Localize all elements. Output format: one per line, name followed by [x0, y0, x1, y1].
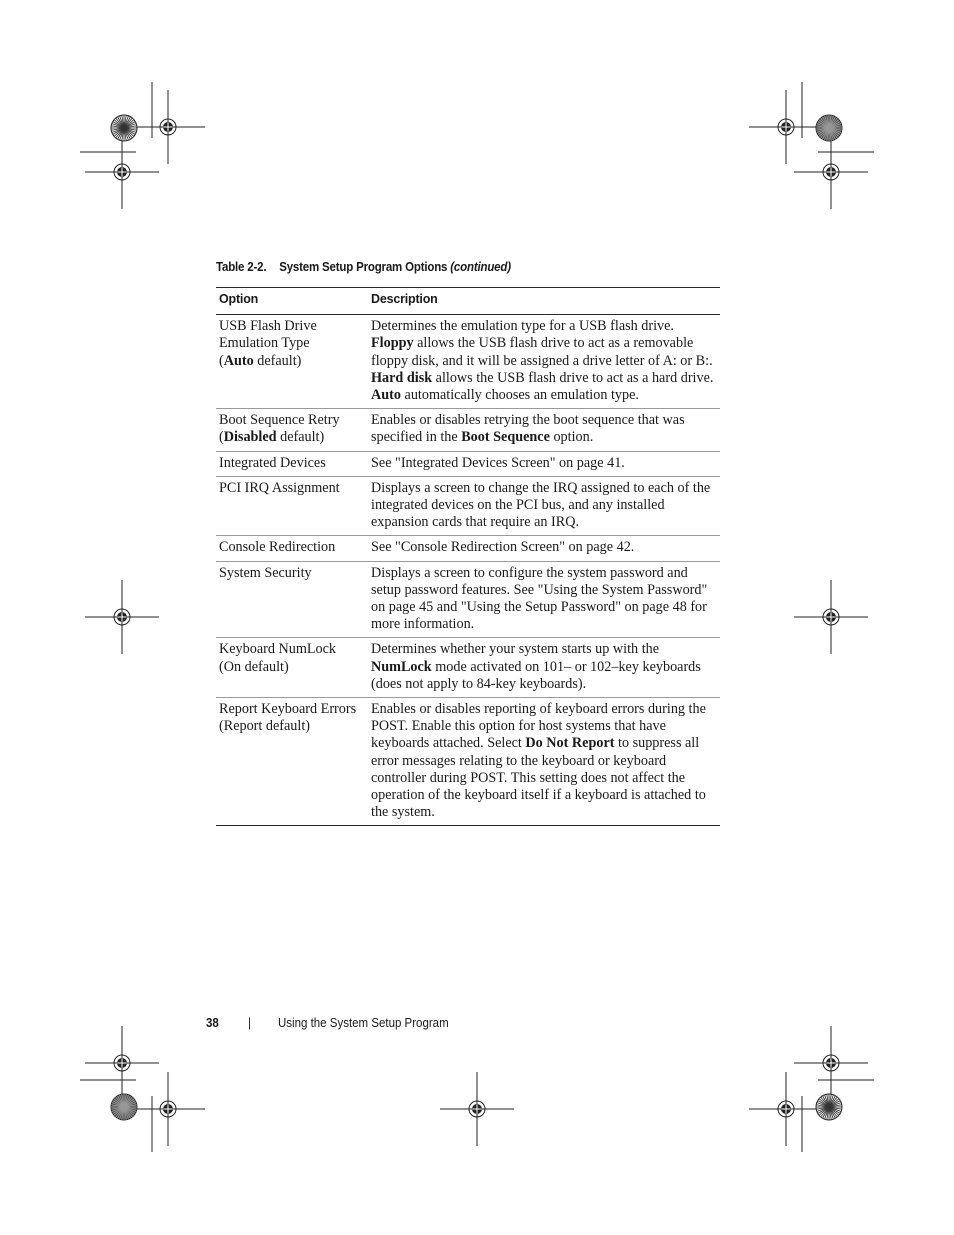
table-row	[216, 315, 720, 409]
description-line: Floppy allows the USB flash drive to act as a removable	[371, 335, 694, 352]
description-cell	[368, 638, 720, 698]
option-line: Console Redirection	[219, 539, 336, 556]
option-cell	[216, 476, 368, 536]
option-line: Integrated Devices	[219, 454, 326, 471]
description-cell	[368, 698, 720, 826]
table-caption	[216, 260, 511, 274]
description-line: Enables or disables retrying the boot sequence that was	[371, 412, 685, 429]
option-line: PCI IRQ Assignment	[219, 479, 340, 496]
description-line: error messages relating to the keyboard or keyboard	[371, 752, 667, 769]
option-line: System Security	[219, 564, 312, 581]
crosshair-target-icon	[131, 90, 205, 164]
options-table	[216, 287, 720, 826]
option-cell	[216, 409, 368, 451]
description-cell	[368, 561, 720, 638]
description-line: more information.	[371, 616, 475, 633]
table-row	[216, 698, 720, 826]
option-line: (Report default)	[219, 718, 310, 735]
description-line: integrated devices on the PCI bus, and any installed	[371, 497, 665, 514]
description-line: controller during POST. This setting does not affect the	[371, 769, 686, 786]
color-star-target-icon	[816, 115, 842, 141]
crosshair-target-icon	[794, 1026, 868, 1100]
description-line: Determines whether your system starts up with the	[371, 641, 660, 658]
header-option: Option	[216, 288, 368, 315]
description-line: Determines the emulation type for a USB flash drive.	[371, 318, 674, 335]
option-cell	[216, 536, 368, 561]
description-line: Displays a screen to change the IRQ assigned to each of the	[371, 479, 711, 496]
description-line: the system.	[371, 804, 435, 821]
description-line: See "Console Redirection Screen" on page 42.	[371, 539, 635, 556]
header-description: Description	[368, 288, 720, 315]
crosshair-target-icon	[440, 1072, 514, 1146]
description-line: (does not apply to 84-key keyboards).	[371, 675, 587, 692]
table-row	[216, 451, 720, 476]
option-cell	[216, 315, 368, 409]
description-line: expansion cards that require an IRQ.	[371, 514, 580, 531]
table-title: System Setup Program Options	[279, 260, 448, 274]
table-label: Table 2-2.	[216, 260, 267, 274]
option-line: Report Keyboard Errors	[219, 701, 357, 718]
table-row	[216, 476, 720, 536]
description-line: POST. Enable this option for host systems that have	[371, 718, 666, 735]
description-cell	[368, 451, 720, 476]
description-line: Displays a screen to configure the system password and	[371, 564, 688, 581]
description-line: Enables or disables reporting of keyboard errors during the	[371, 701, 706, 718]
option-cell	[216, 451, 368, 476]
option-line: USB Flash Drive	[219, 318, 317, 335]
description-line: keyboards attached. Select Do Not Report to suppress all	[371, 735, 700, 752]
description-line: operation of the keyboard itself if a keyboard is attached to	[371, 787, 706, 804]
table-header-row	[216, 288, 720, 315]
option-cell	[216, 638, 368, 698]
crosshair-target-icon	[794, 580, 868, 654]
color-star-target-icon	[111, 115, 137, 141]
option-line: (Auto default)	[219, 352, 302, 369]
description-cell	[368, 315, 720, 409]
table-row	[216, 561, 720, 638]
table-row	[216, 536, 720, 561]
option-cell	[216, 698, 368, 826]
footer-section-title: Using the System Setup Program	[278, 1016, 449, 1030]
description-line: floppy disk, and it will be assigned a drive letter of A: or B:.	[371, 352, 713, 369]
table-row	[216, 638, 720, 698]
table-continued: (continued)	[450, 260, 511, 274]
footer-separator: |	[248, 1016, 251, 1030]
color-star-target-icon	[111, 1094, 137, 1120]
crosshair-target-icon	[85, 135, 159, 209]
crosshair-target-icon	[131, 1072, 205, 1146]
description-cell	[368, 536, 720, 561]
table-row	[216, 409, 720, 451]
crosshair-target-icon	[749, 90, 823, 164]
crosshair-target-icon	[85, 1026, 159, 1100]
crosshair-target-icon	[749, 1072, 823, 1146]
description-line: Hard disk allows the USB flash drive to act as a hard drive.	[371, 369, 714, 386]
option-line: (Disabled default)	[219, 429, 325, 446]
crosshair-target-icon	[794, 135, 868, 209]
description-cell	[368, 409, 720, 451]
description-line: setup password features. See "Using the System Password"	[371, 581, 708, 598]
option-line: Emulation Type	[219, 335, 310, 352]
description-line: Auto automatically chooses an emulation type.	[371, 387, 639, 404]
description-line: NumLock mode activated on 101– or 102–key keyboards	[371, 658, 701, 675]
description-cell	[368, 476, 720, 536]
crosshair-target-icon	[85, 580, 159, 654]
option-cell	[216, 561, 368, 638]
option-line: Keyboard NumLock	[219, 641, 337, 658]
description-line: on page 45 and "Using the Setup Password" on page 48 for	[371, 599, 707, 616]
page-number: 38	[206, 1016, 219, 1030]
description-line: See "Integrated Devices Screen" on page 41.	[371, 454, 625, 471]
option-line: (On default)	[219, 658, 289, 675]
option-line: Boot Sequence Retry	[219, 412, 340, 429]
color-star-target-icon	[816, 1094, 842, 1120]
description-line: specified in the Boot Sequence option.	[371, 429, 594, 446]
